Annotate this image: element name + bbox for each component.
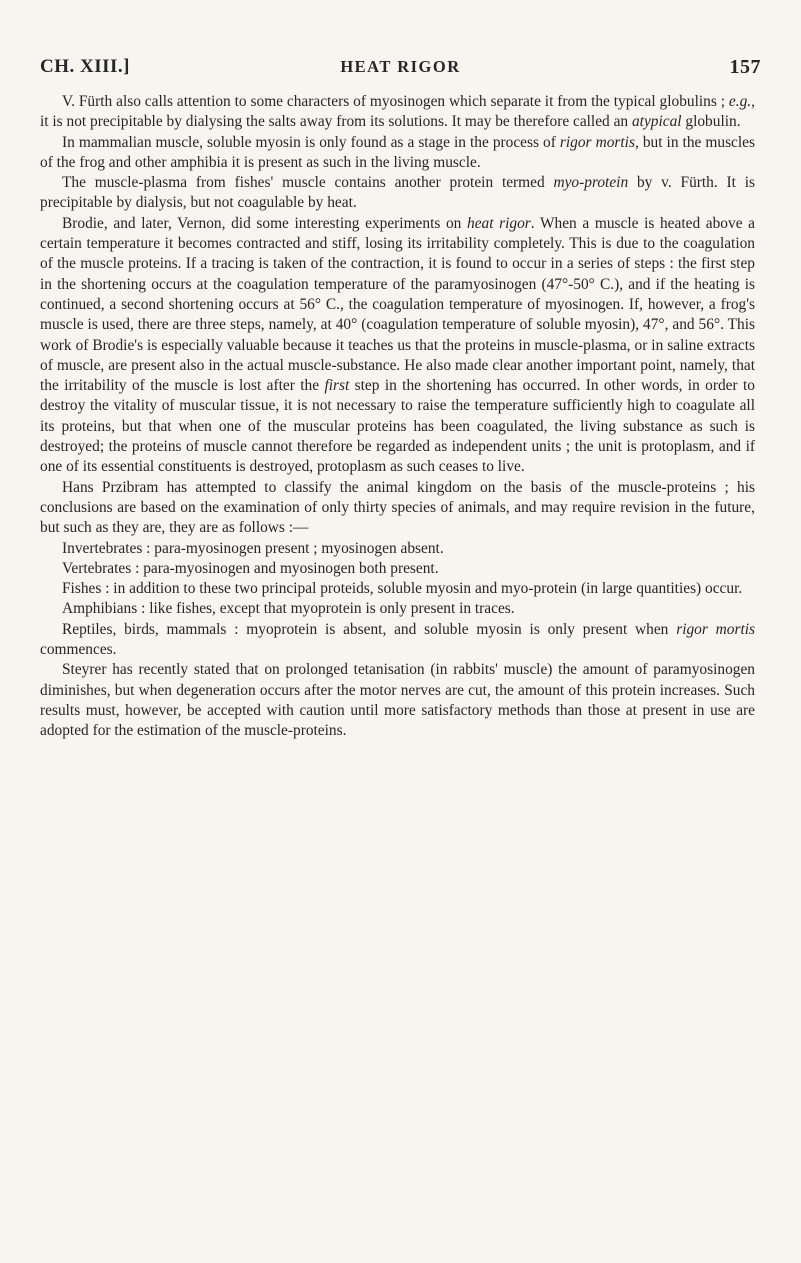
paragraph bbox=[40, 214, 755, 478]
text-run: In mammalian muscle, soluble myosin is only found as a stage in the process of bbox=[62, 133, 560, 151]
italic-text: atypical bbox=[631, 113, 682, 131]
page-body bbox=[40, 92, 755, 742]
text-run: Invertebrates : para-myosinogen present ; myosinogen absent. bbox=[62, 539, 444, 557]
text-run: , it is not precipitable by dialysing the salts away from its solutions. It may be therefore called an bbox=[40, 93, 755, 131]
text-run: , but in the muscles of the frog and other amphibia it is present as such in the living muscle. bbox=[40, 133, 755, 171]
text-run: Hans Przibram has attempted to classify the animal kingdom on the basis of the muscle-proteins ; his conclusions are based on the examination of only thirty species of animals, and may require revision in the future, but such as they are, they are as follows :— bbox=[40, 478, 755, 537]
italic-text: first bbox=[324, 377, 350, 395]
paragraph bbox=[40, 478, 755, 539]
text-run: The muscle-plasma from fishes' muscle contains another protein termed bbox=[62, 174, 554, 192]
closing-paragraphs bbox=[40, 660, 755, 741]
text-run: V. Fürth also calls attention to some characters of myosinogen which separate it from the typical globulins ; bbox=[62, 93, 729, 110]
classification-item bbox=[40, 599, 755, 619]
italic-text: rigor mortis bbox=[676, 620, 756, 638]
classification-list bbox=[40, 539, 755, 661]
italic-text: rigor mortis bbox=[559, 133, 635, 151]
classification-item bbox=[40, 620, 755, 661]
text-run: commences. bbox=[40, 641, 117, 659]
classification-item bbox=[40, 539, 755, 559]
chapter-label: CH. XIII.] bbox=[40, 56, 130, 77]
text-run: . When a muscle is heated above a certain temperature it becomes contracted and stiff, losing its irritability completely. This is due to the coagulation of the muscle proteins. If a tracing is taken of the contraction, it is found to occur in a series of steps : the first step in the shortening occurs at the coagulation temperature of the paramyosinogen (47°-50° C.), and if the heating is continued, a second shortening occurs at 56° C., the coagulation temperature of myosinogen. If, however, a frog's muscle is used, there are three steps, namely, at 40° (coagulation temperature of soluble myosin), 47°, and 56°. This work of Brodie's is especially valuable because it teaches us that the proteins in muscle-plasma, or in saline extracts of muscle, are present also in the actual muscle-substance. He also made clear another important point, namely, that the irritability of the muscle is lost after the bbox=[40, 214, 755, 395]
running-title: HEAT RIGOR bbox=[340, 57, 461, 76]
text-run: globulin. bbox=[681, 113, 741, 131]
text-run: Amphibians : like fishes, except that myoprotein is only present in traces. bbox=[62, 600, 515, 618]
paragraph bbox=[40, 133, 755, 174]
text-run: by v. Fürth. It is precipitable by dialysis, but not coagulable by heat. bbox=[40, 174, 755, 212]
italic-text: e.g. bbox=[728, 93, 752, 110]
text-run: Fishes : in addition to these two principal proteids, soluble myosin and myo-protein (in large quantities) occur. bbox=[62, 580, 743, 598]
paragraph bbox=[40, 173, 755, 214]
text-run: Reptiles, birds, mammals : myoprotein is absent, and soluble myosin is only present when bbox=[62, 620, 677, 638]
classification-item bbox=[40, 579, 755, 599]
italic-text: heat rigor bbox=[467, 214, 531, 232]
text-run: Vertebrates : para-myosinogen and myosinogen both present. bbox=[62, 559, 439, 577]
paragraph bbox=[40, 92, 755, 133]
text-run: Brodie, and later, Vernon, did some interesting experiments on bbox=[62, 214, 468, 232]
body-paragraphs bbox=[40, 92, 755, 539]
paragraph bbox=[40, 660, 755, 741]
page-header bbox=[40, 56, 761, 86]
page-number: 157 bbox=[729, 56, 761, 78]
classification-item bbox=[40, 559, 755, 579]
text-run: step in the shortening has occurred. In other words, in order to destroy the vitality of muscular tissue, it is not necessary to raise the temperature sufficiently high to coagulate all its proteins, but that when one of the muscular proteins has been coagulated, the living substance as such is destroyed; the proteins of muscle cannot therefore be regarded as independent units ; the unit is protoplasm, and if one of its essential constituents is destroyed, protoplasm as such ceases to live. bbox=[40, 377, 755, 476]
italic-text: myo-protein bbox=[553, 174, 629, 192]
text-run: Steyrer has recently stated that on prolonged tetanisation (in rabbits' muscle) the amount of paramyosinogen diminishes, but when degeneration occurs after the motor nerves are cut, the amount of this protein increases. Such results must, however, be accepted with caution until more satisfactory methods than those at present in use are adopted for the estimation of the muscle-proteins. bbox=[40, 661, 755, 740]
